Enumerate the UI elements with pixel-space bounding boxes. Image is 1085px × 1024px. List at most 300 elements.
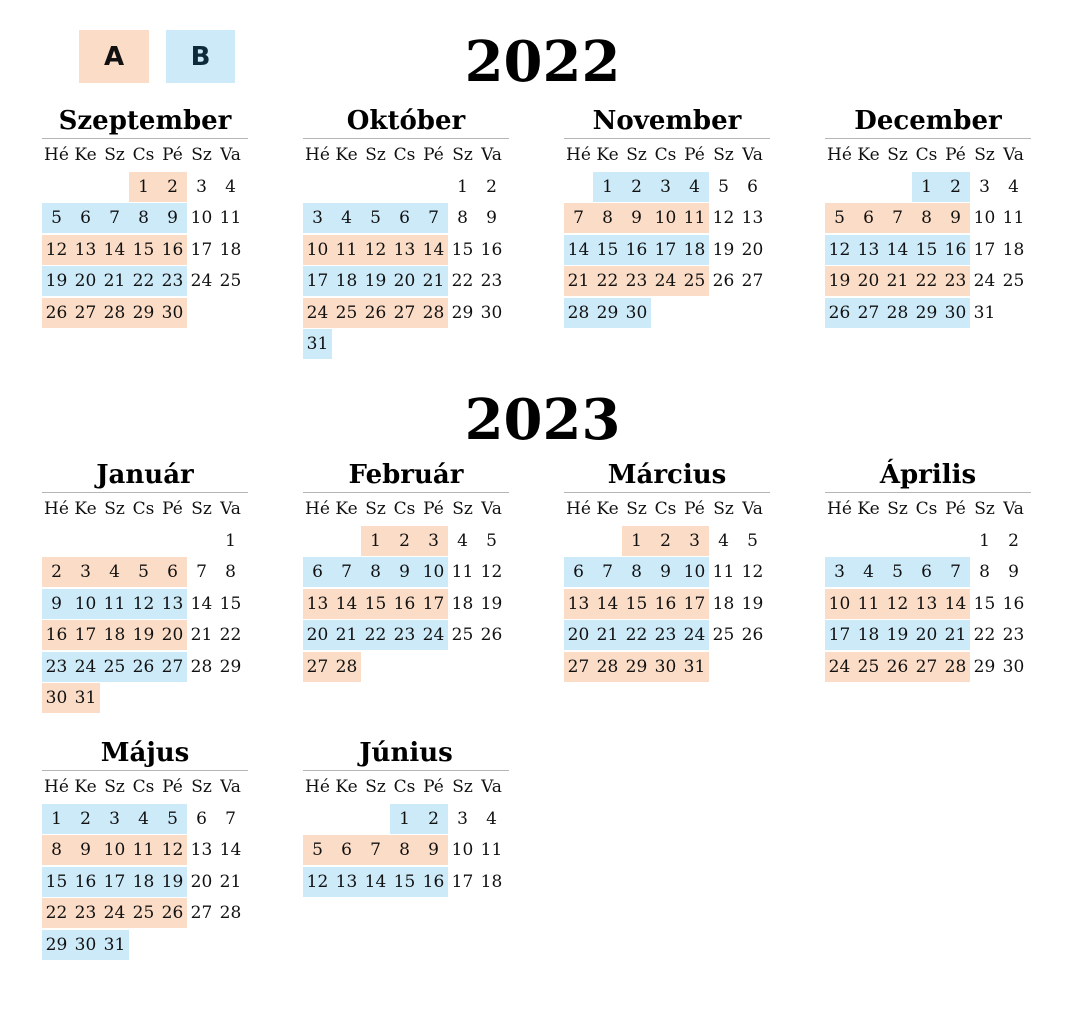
weekday-label: Sz (365, 499, 386, 519)
day-cell: 23 (480, 271, 503, 292)
weekday-label: Sz (452, 777, 473, 797)
day-cell: 4 (100, 557, 129, 587)
day-cell: 18 (219, 239, 242, 260)
day-cell: 25 (680, 266, 709, 296)
empty-cell (709, 652, 738, 682)
day-cell: 30 (71, 930, 100, 960)
weekday-label: Pé (684, 145, 705, 165)
day-cell: 3 (419, 526, 448, 556)
day-cell: 26 (712, 271, 735, 292)
day-cell: 4 (486, 809, 497, 829)
weekday-header (303, 495, 509, 526)
day-cell: 6 (303, 557, 332, 587)
month-február (303, 460, 509, 683)
day-cell: 18 (129, 867, 158, 897)
day-cell: 1 (129, 172, 158, 202)
day-cell: 14 (332, 589, 361, 619)
day-cell: 28 (332, 652, 361, 682)
weekday-label: Ke (74, 499, 97, 519)
day-cell: 5 (825, 203, 854, 233)
day-cell: 9 (158, 203, 187, 233)
day-cell: 8 (361, 557, 390, 587)
week-row (564, 652, 770, 683)
day-cell: 17 (825, 620, 854, 650)
day-cell: 6 (854, 203, 883, 233)
day-cell: 12 (825, 235, 854, 265)
day-cell: 5 (718, 177, 729, 197)
day-cell: 12 (129, 589, 158, 619)
month-divider (825, 138, 1031, 139)
day-cell: 2 (390, 526, 419, 556)
day-cell: 12 (741, 562, 764, 583)
day-cell: 9 (941, 203, 970, 233)
empty-cell (709, 298, 738, 328)
day-cell: 8 (457, 208, 468, 229)
empty-cell (216, 683, 245, 713)
week-row (303, 652, 509, 683)
day-cell: 17 (651, 235, 680, 265)
empty-cell (883, 526, 912, 556)
day-cell: 12 (303, 867, 332, 897)
day-cell: 7 (225, 809, 236, 829)
day-cell: 14 (361, 867, 390, 897)
day-cell: 28 (593, 652, 622, 682)
weekday-label: Ke (596, 499, 619, 519)
month-title: Május (100, 738, 190, 768)
empty-cell (448, 652, 477, 682)
week-row (42, 683, 248, 714)
empty-cell (129, 526, 158, 556)
weekday-label: Sz (365, 777, 386, 797)
day-cell: 1 (593, 172, 622, 202)
day-cell: 25 (332, 298, 361, 328)
weekday-label: Hé (566, 145, 591, 165)
empty-cell (158, 930, 187, 960)
week-row (825, 235, 1031, 266)
day-cell: 6 (196, 809, 207, 829)
day-cell: 17 (419, 589, 448, 619)
day-cell: 13 (741, 208, 764, 229)
day-cell: 29 (42, 930, 71, 960)
weekday-label: Sz (365, 145, 386, 165)
day-cell: 10 (651, 203, 680, 233)
day-cell: 24 (419, 620, 448, 650)
month-divider (42, 770, 248, 771)
day-cell: 9 (651, 557, 680, 587)
weekday-label: Ke (857, 499, 880, 519)
day-cell: 5 (158, 804, 187, 834)
day-cell: 21 (332, 620, 361, 650)
legend-a-label: A (103, 41, 125, 72)
weekday-label: Va (742, 145, 763, 165)
month-szeptember (42, 106, 248, 329)
empty-cell (361, 804, 390, 834)
weekday-label: Sz (104, 145, 125, 165)
day-cell: 13 (158, 589, 187, 619)
day-cell: 14 (593, 589, 622, 619)
week-row (42, 298, 248, 329)
day-cell: 25 (100, 652, 129, 682)
day-cell: 14 (419, 235, 448, 265)
month-divider (42, 138, 248, 139)
weekday-label: Sz (452, 145, 473, 165)
week-row (42, 835, 248, 866)
month-divider (825, 492, 1031, 493)
day-cell: 27 (71, 298, 100, 328)
day-cell: 5 (361, 203, 390, 233)
weekday-label: Va (220, 777, 241, 797)
day-cell: 10 (973, 208, 996, 229)
day-cell: 6 (912, 557, 941, 587)
weekday-label: Va (742, 499, 763, 519)
day-cell: 23 (1002, 625, 1025, 646)
day-cell: 4 (332, 203, 361, 233)
day-cell: 9 (622, 203, 651, 233)
day-cell: 27 (158, 652, 187, 682)
day-cell: 17 (71, 620, 100, 650)
week-row (303, 804, 509, 835)
weekday-label: Sz (452, 499, 473, 519)
day-cell: 2 (42, 557, 71, 587)
day-cell: 30 (1002, 656, 1025, 677)
day-cell: 1 (979, 531, 990, 551)
day-cell: 17 (680, 589, 709, 619)
weekday-label: Va (481, 145, 502, 165)
day-cell: 24 (825, 652, 854, 682)
day-cell: 29 (973, 656, 996, 677)
day-cell: 28 (219, 903, 242, 924)
day-cell: 9 (1008, 562, 1019, 583)
day-cell: 20 (741, 239, 764, 260)
week-row (825, 652, 1031, 683)
day-cell: 25 (712, 625, 735, 646)
weekday-label: Ke (857, 145, 880, 165)
weekday-label: Hé (44, 145, 69, 165)
day-cell: 28 (941, 652, 970, 682)
day-cell: 19 (129, 620, 158, 650)
week-row (564, 298, 770, 329)
week-row (42, 898, 248, 929)
empty-cell (477, 652, 506, 682)
empty-cell (651, 298, 680, 328)
day-cell: 28 (883, 298, 912, 328)
day-cell: 31 (680, 652, 709, 682)
day-cell: 14 (190, 593, 213, 614)
day-cell: 25 (129, 898, 158, 928)
day-cell: 18 (854, 620, 883, 650)
week-row (42, 557, 248, 588)
weekday-label: Pé (423, 777, 444, 797)
weekday-label: Va (1003, 145, 1024, 165)
weekday-label: Ke (74, 777, 97, 797)
weekday-label: Hé (566, 499, 591, 519)
weekday-label: Hé (44, 777, 69, 797)
day-cell: 2 (941, 172, 970, 202)
week-row (303, 266, 509, 297)
month-divider (303, 492, 509, 493)
day-cell: 4 (129, 804, 158, 834)
day-cell: 28 (190, 656, 213, 677)
month-október (303, 106, 509, 360)
day-cell: 22 (42, 898, 71, 928)
day-cell: 10 (100, 835, 129, 865)
day-cell: 18 (451, 593, 474, 614)
weekday-label: Sz (713, 499, 734, 519)
day-cell: 1 (622, 526, 651, 556)
day-cell: 3 (303, 203, 332, 233)
day-cell: 14 (941, 589, 970, 619)
weekday-header (564, 141, 770, 172)
day-cell: 7 (196, 562, 207, 583)
day-cell: 26 (825, 298, 854, 328)
day-cell: 8 (129, 203, 158, 233)
day-cell: 13 (303, 589, 332, 619)
day-cell: 25 (219, 271, 242, 292)
empty-cell (187, 526, 216, 556)
day-cell: 31 (71, 683, 100, 713)
week-row (42, 526, 248, 557)
weekday-label: Cs (393, 499, 416, 519)
day-cell: 4 (718, 531, 729, 551)
week-row (564, 266, 770, 297)
day-cell: 17 (100, 867, 129, 897)
empty-cell (738, 652, 767, 682)
day-cell: 14 (564, 235, 593, 265)
day-cell: 9 (71, 835, 100, 865)
day-cell: 29 (912, 298, 941, 328)
weekday-header (42, 773, 248, 804)
day-cell: 20 (303, 620, 332, 650)
day-cell: 23 (622, 266, 651, 296)
empty-cell (216, 298, 245, 328)
week-row (564, 620, 770, 651)
month-január (42, 460, 248, 714)
day-cell: 8 (42, 835, 71, 865)
week-row (42, 930, 248, 961)
day-cell: 6 (71, 203, 100, 233)
day-cell: 1 (225, 531, 236, 551)
day-cell: 21 (941, 620, 970, 650)
week-row (825, 526, 1031, 557)
month-title: November (592, 106, 742, 136)
day-cell: 29 (219, 656, 242, 677)
day-cell: 24 (190, 271, 213, 292)
weekday-label: Hé (827, 145, 852, 165)
day-cell: 20 (912, 620, 941, 650)
day-cell: 7 (100, 203, 129, 233)
weekday-label: Sz (626, 145, 647, 165)
weekday-label: Va (1003, 499, 1024, 519)
weekday-label: Ke (335, 777, 358, 797)
week-row (303, 557, 509, 588)
day-cell: 14 (883, 235, 912, 265)
day-cell: 29 (622, 652, 651, 682)
day-cell: 15 (973, 593, 996, 614)
day-cell: 7 (419, 203, 448, 233)
week-row (42, 589, 248, 620)
empty-cell (390, 172, 419, 202)
day-cell: 29 (129, 298, 158, 328)
day-cell: 15 (622, 589, 651, 619)
month-title: Március (607, 460, 727, 490)
month-divider (564, 492, 770, 493)
day-cell: 13 (71, 235, 100, 265)
weekday-header (42, 141, 248, 172)
day-cell: 13 (912, 589, 941, 619)
day-cell: 19 (883, 620, 912, 650)
day-cell: 13 (564, 589, 593, 619)
day-cell: 16 (71, 867, 100, 897)
empty-cell (564, 172, 593, 202)
day-cell: 6 (747, 177, 758, 197)
day-cell: 11 (854, 589, 883, 619)
day-cell: 21 (564, 266, 593, 296)
weekday-label: Sz (974, 499, 995, 519)
day-cell: 31 (100, 930, 129, 960)
month-title: Február (348, 460, 464, 490)
day-cell: 9 (419, 835, 448, 865)
empty-cell (100, 683, 129, 713)
week-row (303, 526, 509, 557)
day-cell: 15 (451, 239, 474, 260)
week-row (303, 298, 509, 329)
weekday-label: Ke (335, 499, 358, 519)
weekday-label: Sz (191, 777, 212, 797)
day-cell: 17 (451, 871, 474, 892)
empty-cell (100, 526, 129, 556)
day-cell: 12 (361, 235, 390, 265)
empty-cell (158, 683, 187, 713)
week-row (42, 172, 248, 203)
day-cell: 24 (71, 652, 100, 682)
day-cell: 19 (741, 593, 764, 614)
empty-cell (564, 526, 593, 556)
weekday-label: Hé (827, 499, 852, 519)
day-cell: 24 (100, 898, 129, 928)
day-cell: 13 (332, 867, 361, 897)
weekday-label: Cs (915, 145, 938, 165)
day-cell: 30 (941, 298, 970, 328)
empty-cell (883, 172, 912, 202)
day-cell: 23 (941, 266, 970, 296)
day-cell: 26 (883, 652, 912, 682)
day-cell: 16 (158, 235, 187, 265)
week-row (42, 203, 248, 234)
day-cell: 18 (480, 871, 503, 892)
weekday-label: Pé (162, 145, 183, 165)
week-row (825, 298, 1031, 329)
day-cell: 12 (480, 562, 503, 583)
day-cell: 23 (158, 266, 187, 296)
day-cell: 4 (457, 531, 468, 551)
day-cell: 5 (303, 835, 332, 865)
day-cell: 11 (680, 203, 709, 233)
day-cell: 3 (100, 804, 129, 834)
day-cell: 6 (332, 835, 361, 865)
week-row (825, 172, 1031, 203)
day-cell: 13 (190, 840, 213, 861)
day-cell: 2 (486, 177, 497, 197)
day-cell: 21 (883, 266, 912, 296)
day-cell: 26 (158, 898, 187, 928)
weekday-label: Cs (132, 145, 155, 165)
week-row (564, 557, 770, 588)
empty-cell (390, 329, 419, 359)
week-row (42, 804, 248, 835)
day-cell: 7 (332, 557, 361, 587)
day-cell: 25 (451, 625, 474, 646)
empty-cell (680, 298, 709, 328)
weekday-label: Sz (887, 499, 908, 519)
weekday-label: Cs (393, 145, 416, 165)
day-cell: 1 (390, 804, 419, 834)
month-title: Április (879, 460, 977, 490)
weekday-label: Cs (654, 145, 677, 165)
empty-cell (361, 329, 390, 359)
empty-cell (332, 172, 361, 202)
day-cell: 29 (451, 302, 474, 323)
day-cell: 11 (480, 840, 503, 861)
weekday-label: Va (481, 499, 502, 519)
weekday-label: Hé (44, 499, 69, 519)
week-row (564, 589, 770, 620)
week-row (303, 620, 509, 651)
empty-cell (129, 930, 158, 960)
weekday-label: Pé (423, 145, 444, 165)
empty-cell (825, 172, 854, 202)
empty-cell (825, 526, 854, 556)
day-cell: 21 (100, 266, 129, 296)
day-cell: 30 (622, 298, 651, 328)
day-cell: 7 (593, 557, 622, 587)
weekday-label: Sz (191, 145, 212, 165)
day-cell: 27 (390, 298, 419, 328)
day-cell: 23 (42, 652, 71, 682)
day-cell: 11 (219, 208, 242, 229)
weekday-label: Cs (654, 499, 677, 519)
day-cell: 4 (854, 557, 883, 587)
day-cell: 2 (71, 804, 100, 834)
empty-cell (361, 172, 390, 202)
day-cell: 18 (680, 235, 709, 265)
day-cell: 10 (71, 589, 100, 619)
day-cell: 12 (712, 208, 735, 229)
empty-cell (303, 526, 332, 556)
day-cell: 15 (129, 235, 158, 265)
empty-cell (71, 526, 100, 556)
day-cell: 10 (303, 235, 332, 265)
weekday-header (303, 141, 509, 172)
empty-cell (187, 930, 216, 960)
day-cell: 27 (741, 271, 764, 292)
day-cell: 10 (680, 557, 709, 587)
week-row (303, 203, 509, 234)
empty-cell (854, 526, 883, 556)
day-cell: 3 (71, 557, 100, 587)
day-cell: 20 (854, 266, 883, 296)
day-cell: 10 (190, 208, 213, 229)
empty-cell (477, 329, 506, 359)
day-cell: 5 (42, 203, 71, 233)
weekday-label: Hé (305, 499, 330, 519)
day-cell: 16 (390, 589, 419, 619)
empty-cell (187, 683, 216, 713)
weekday-header (564, 495, 770, 526)
day-cell: 24 (680, 620, 709, 650)
empty-cell (42, 526, 71, 556)
day-cell: 17 (973, 239, 996, 260)
month-title: Június (359, 738, 453, 768)
